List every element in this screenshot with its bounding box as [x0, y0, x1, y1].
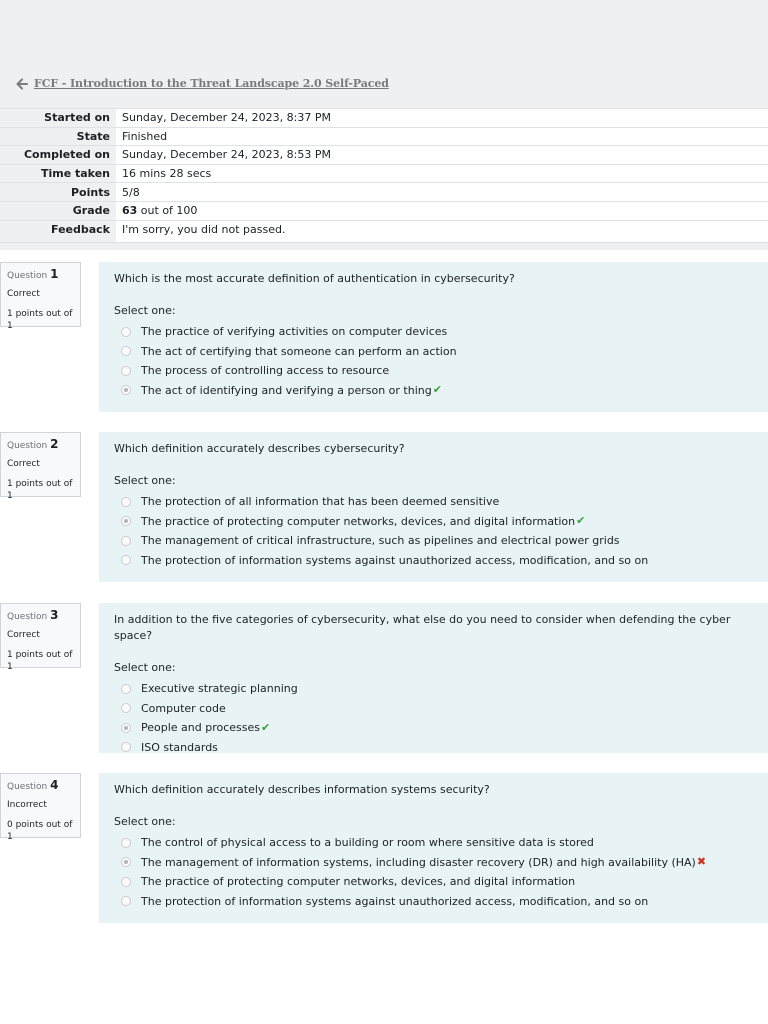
answer-list — [114, 679, 753, 757]
answer-option-selected — [114, 853, 753, 873]
answer-text: The process of controlling access to resource — [141, 364, 390, 378]
answer-option — [114, 738, 753, 758]
answer-option — [114, 699, 753, 719]
summary-row-points — [0, 183, 768, 202]
course-back-link[interactable]: FCF - Introduction to the Threat Landscape 2.0 Self-Paced — [34, 77, 389, 90]
answer-option — [114, 531, 753, 551]
select-one-prompt: Select one: — [114, 474, 176, 487]
answer-text: Computer code — [141, 701, 226, 715]
answer-radio-selected — [121, 385, 131, 395]
question-text: Which definition accurately describes information systems security? — [114, 783, 490, 796]
question-info — [0, 773, 81, 842]
check-icon: ✔ — [576, 514, 586, 528]
answer-radio-selected — [121, 723, 131, 733]
answer-option-selected — [114, 512, 753, 532]
answer-option — [114, 492, 753, 512]
answer-text: The practice of protecting computer networks, devices, and digital information — [141, 514, 576, 528]
cross-icon: ✖ — [696, 855, 707, 869]
summary-value: Sunday, December 24, 2023, 8:37 PM — [116, 109, 768, 128]
answer-list — [114, 492, 753, 570]
select-one-prompt: Select one: — [114, 304, 176, 317]
answer-list — [114, 833, 753, 911]
grade-out-of: out of 100 — [137, 204, 198, 218]
summary-label: State — [0, 127, 116, 146]
question-info — [0, 262, 81, 331]
answer-option — [114, 679, 753, 699]
question-label: Question — [7, 271, 48, 281]
answer-radio — [121, 497, 131, 507]
answer-text: The protection of all information that has been deemed sensitive — [141, 495, 500, 509]
answer-radio — [121, 366, 131, 376]
question-label: Question — [7, 441, 48, 451]
answer-text: The act of certifying that someone can perform an action — [141, 344, 457, 358]
answer-option — [114, 872, 753, 892]
summary-label: Completed on — [0, 146, 116, 165]
summary-label: Grade — [0, 201, 116, 220]
answer-radio — [121, 703, 131, 713]
answer-text: The protection of information systems against unauthorized access, modification, and so on — [141, 553, 649, 567]
answer-radio — [121, 555, 131, 565]
answer-radio — [121, 536, 131, 546]
quiz-summary-table — [0, 108, 768, 243]
answer-option — [114, 322, 753, 342]
check-icon: ✔ — [432, 383, 442, 397]
answer-text: ISO standards — [141, 740, 218, 754]
summary-value: Finished — [116, 127, 768, 146]
question-state: Correct — [7, 289, 40, 299]
summary-value: I'm sorry, you did not passed. — [116, 220, 768, 242]
answer-text: The control of physical access to a building or room where sensitive data is stored — [141, 836, 594, 850]
answer-option-selected — [114, 718, 753, 738]
answer-text: Executive strategic planning — [141, 682, 298, 696]
question-content — [99, 603, 768, 753]
question-text: Which is the most accurate definition of authentication in cybersecurity? — [114, 272, 515, 285]
question-number: 4 — [50, 778, 59, 792]
question-info — [0, 603, 81, 672]
arrow-left-icon[interactable] — [16, 78, 28, 90]
question-number: 1 — [50, 267, 59, 281]
question-label: Question — [7, 782, 48, 792]
question-content — [99, 432, 768, 582]
summary-value — [116, 201, 768, 220]
question-number: 2 — [50, 437, 59, 451]
summary-value: 5/8 — [116, 183, 768, 202]
question-state: Correct — [7, 459, 40, 469]
question-state: Correct — [7, 630, 40, 640]
answer-radio — [121, 346, 131, 356]
select-one-prompt: Select one: — [114, 815, 176, 828]
answer-radio — [121, 742, 131, 752]
answer-option — [114, 361, 753, 381]
question-number: 3 — [50, 608, 59, 622]
answer-text: The management of information systems, including disaster recovery (DR) and high availability (HA) — [141, 855, 696, 869]
summary-value: Sunday, December 24, 2023, 8:53 PM — [116, 146, 768, 165]
summary-label: Feedback — [0, 220, 116, 242]
answer-list — [114, 322, 753, 400]
question-content — [99, 773, 768, 923]
answer-radio-selected — [121, 516, 131, 526]
answer-option — [114, 342, 753, 362]
summary-row-completed — [0, 146, 768, 165]
answer-radio — [121, 684, 131, 694]
answer-text: People and processes — [141, 721, 261, 735]
question-label: Question — [7, 612, 48, 622]
answer-text: The protection of information systems against unauthorized access, modification, and so on — [141, 894, 649, 908]
grade-score: 63 — [122, 204, 138, 218]
question-grade: 1 points out of 1 — [7, 309, 73, 331]
question-grade: 1 points out of 1 — [7, 479, 73, 501]
select-one-prompt: Select one: — [114, 661, 176, 674]
answer-text: The management of critical infrastructure, such as pipelines and electrical power grids — [141, 534, 620, 548]
summary-label: Time taken — [0, 164, 116, 183]
question-grade: 0 points out of 1 — [7, 820, 73, 842]
summary-value: 16 mins 28 secs — [116, 164, 768, 183]
answer-radio — [121, 327, 131, 337]
check-icon: ✔ — [261, 720, 271, 734]
question-content — [99, 262, 768, 412]
answer-option — [114, 551, 753, 571]
answer-radio — [121, 877, 131, 887]
answer-option — [114, 892, 753, 912]
answer-radio-selected — [121, 857, 131, 867]
summary-label: Points — [0, 183, 116, 202]
breadcrumb — [16, 77, 389, 90]
answer-radio — [121, 896, 131, 906]
summary-label: Started on — [0, 109, 116, 128]
question-text: Which definition accurately describes cybersecurity? — [114, 442, 405, 455]
question-state: Incorrect — [7, 800, 47, 810]
question-grade: 1 points out of 1 — [7, 650, 73, 672]
summary-row-grade — [0, 201, 768, 220]
summary-row-feedback — [0, 220, 768, 242]
answer-radio — [121, 838, 131, 848]
question-text: In addition to the five categories of cybersecurity, what else do you need to consider when defending the cyber space? — [114, 613, 731, 642]
question-info — [0, 432, 81, 501]
answer-option-selected — [114, 381, 753, 401]
answer-option — [114, 833, 753, 853]
summary-row-started — [0, 109, 768, 128]
summary-row-state — [0, 127, 768, 146]
answer-text: The practice of protecting computer networks, devices, and digital information — [141, 875, 576, 889]
answer-text: The act of identifying and verifying a person or thing — [141, 383, 432, 397]
answer-text: The practice of verifying activities on computer devices — [141, 325, 448, 339]
summary-row-time-taken — [0, 164, 768, 183]
